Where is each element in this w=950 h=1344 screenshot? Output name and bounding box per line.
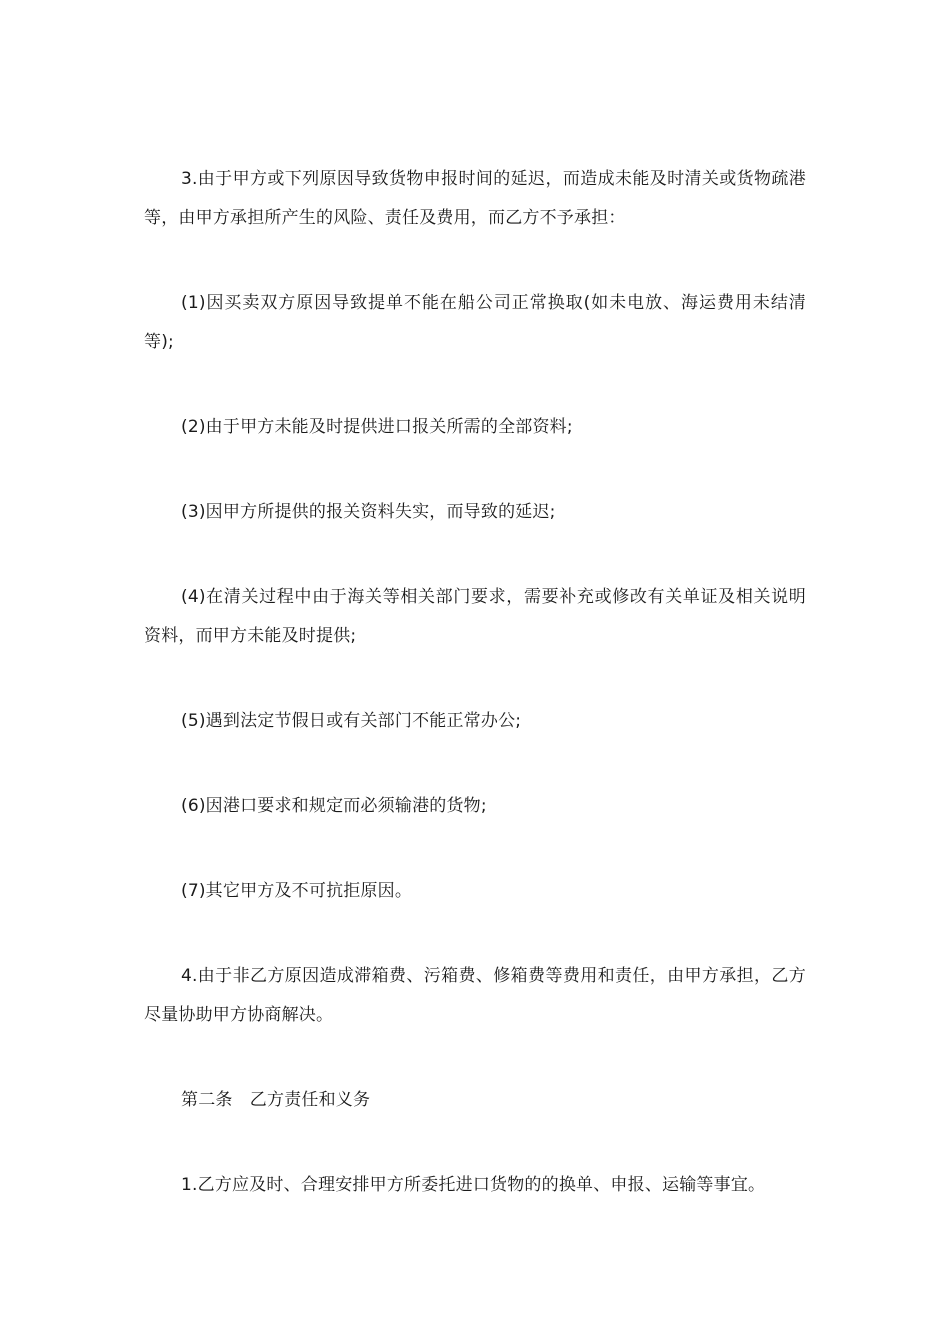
paragraph-gap <box>144 532 806 578</box>
paragraph-item-6: (6)因港口要求和规定而必须输港的货物; <box>181 796 487 816</box>
article-heading: 第二条 乙方责任和义务 <box>181 1090 371 1110</box>
paragraph-item-7: (7)其它甲方及不可抗拒原因。 <box>181 881 413 901</box>
document-body <box>144 160 806 1205</box>
paragraph-clause-3: 3.由于甲方或下列原因导致货物申报时间的延迟，而造成未能及时清关或货物疏港等，由甲方承担所产生的风险、责任及费用，而乙方不予承担： <box>144 169 806 228</box>
paragraph-gap <box>144 656 806 702</box>
paragraph-gap <box>144 447 806 493</box>
paragraph-item-1: (1)因买卖双方原因导致提单不能在船公司正常换取(如未电放、海运费用未结清等); <box>144 293 806 352</box>
paragraph-item-5: (5)遇到法定节假日或有关部门不能正常办公; <box>181 711 522 731</box>
paragraph-gap <box>144 826 806 872</box>
paragraph-gap <box>144 362 806 408</box>
paragraph-gap <box>144 238 806 284</box>
paragraph-item-4: (4)在清关过程中由于海关等相关部门要求，需要补充或修改有关单证及相关说明资料，而甲方未能及时提供; <box>144 587 806 646</box>
paragraph-clause-4: 4.由于非乙方原因造成滞箱费、污箱费、修箱费等费用和责任，由甲方承担，乙方尽量协助甲方协商解决。 <box>144 966 806 1025</box>
paragraph-item-2: (2)由于甲方未能及时提供进口报关所需的全部资料; <box>181 417 573 437</box>
paragraph-gap <box>144 1120 806 1166</box>
paragraph-gap <box>144 741 806 787</box>
paragraph-gap <box>144 911 806 957</box>
paragraph-item-3: (3)因甲方所提供的报关资料失实，而导致的延迟; <box>181 502 556 522</box>
paragraph-article-2-clause-1: 1.乙方应及时、合理安排甲方所委托进口货物的的换单、申报、运输等事宜。 <box>181 1175 766 1195</box>
paragraph-gap <box>144 1035 806 1081</box>
